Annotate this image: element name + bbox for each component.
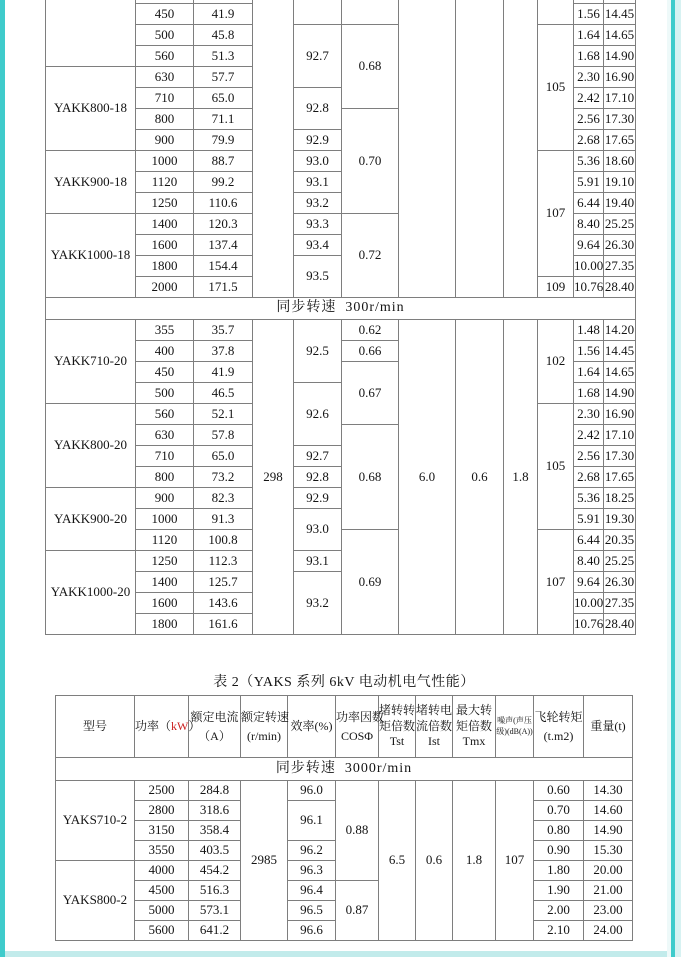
col-header-power: 功率（kW） [135,696,189,758]
cell: 0.6 [456,320,504,635]
cell: 17.10 [604,88,636,109]
cell: 1800 [136,256,194,277]
cell [294,0,342,25]
cell: 0.70 [342,109,399,214]
cell: 630 [136,67,194,88]
col-header-power-factor: 功率因数 COSΦ [336,696,379,758]
col-header-noise: 噪声(声压 级)(dB(A)) [496,696,534,758]
model-name: YAKK800-18 [46,67,136,151]
cell: 10.00 [574,256,604,277]
cell: 2500 [135,781,189,801]
cell: 93.3 [294,214,342,235]
cell: 0.69 [342,530,399,635]
cell: 105 [538,25,574,151]
cell: 1.48 [574,320,604,341]
cell: 137.4 [194,235,253,256]
cell: 19.40 [604,193,636,214]
cell: 17.30 [604,109,636,130]
cell: 71.1 [194,109,253,130]
cell: 93.0 [294,151,342,172]
cell: 2.10 [534,921,584,941]
cell: 5.36 [574,488,604,509]
cell: 14.65 [604,25,636,46]
cell: 900 [136,130,194,151]
cell: 2000 [136,277,194,298]
cell: 450 [136,4,194,25]
cell: 35.7 [194,320,253,341]
cell: 14.20 [604,320,636,341]
cell: 107 [496,781,534,941]
cell: 52.1 [194,404,253,425]
col-header-tst: 堵转转 矩倍数 Tst [379,696,416,758]
cell: 0.60 [534,781,584,801]
cell: 454.2 [189,861,241,881]
col-header-speed: 额定转速 (r/min) [241,696,288,758]
cell: 9.64 [574,572,604,593]
cell: 65.0 [194,88,253,109]
cell: 2.68 [574,130,604,151]
cell: 800 [136,467,194,488]
cell: 800 [136,109,194,130]
cell: 14.90 [584,821,633,841]
cell: 6.0 [399,320,456,635]
cell: 0.80 [534,821,584,841]
cell: 19.30 [604,509,636,530]
cell: 26.30 [604,235,636,256]
cell: 2.42 [574,425,604,446]
cell: 0.62 [342,320,399,341]
cell: 500 [136,25,194,46]
cell: 2.30 [574,404,604,425]
cell: 516.3 [189,881,241,901]
cell [504,0,538,298]
cell: 26.30 [604,572,636,593]
cell: 5.91 [574,509,604,530]
cell: 57.8 [194,425,253,446]
cell: 17.30 [604,446,636,467]
cell: 4000 [135,861,189,881]
cell: 298 [253,320,294,635]
cell: 91.3 [194,509,253,530]
cell: 93.2 [294,193,342,214]
col-header-flywheel: 飞轮转矩 (t.m2) [534,696,584,758]
cell: 1000 [136,151,194,172]
cell: 6.5 [379,781,416,941]
col-header-current: 额定电流 （A） [189,696,241,758]
cell: 27.35 [604,593,636,614]
cell: 96.5 [288,901,336,921]
cell: 14.45 [604,4,636,25]
cell: 450 [136,362,194,383]
cell: 710 [136,88,194,109]
cell: 10.00 [574,593,604,614]
cell: 92.9 [294,130,342,151]
cell: 3150 [135,821,189,841]
cell: 1.80 [534,861,584,881]
cell: 1120 [136,172,194,193]
cell: 109 [538,277,574,298]
cell: 161.6 [194,614,253,635]
cell [399,0,456,298]
cell: 8.40 [574,214,604,235]
cell: 10.76 [574,277,604,298]
cell: 93.1 [294,172,342,193]
cell: 2800 [135,801,189,821]
cell: 2.56 [574,109,604,130]
cell: 37.8 [194,341,253,362]
cell: 92.6 [294,383,342,446]
cell: 0.72 [342,214,399,298]
cell: 23.00 [584,901,633,921]
cell: 400 [136,341,194,362]
cell: 2985 [241,781,288,941]
cell: 0.68 [342,25,399,109]
cell: 1.56 [574,4,604,25]
model-name: YAKK900-18 [46,151,136,214]
cell: 403.5 [189,841,241,861]
cell: 1.64 [574,362,604,383]
col-header-tmx: 最大转 矩倍数 Tmx [453,696,496,758]
cell: 14.90 [604,46,636,67]
cell: 65.0 [194,446,253,467]
cell: 560 [136,46,194,67]
cell: 900 [136,488,194,509]
cell: 99.2 [194,172,253,193]
cell: 14.60 [584,801,633,821]
cell: 5.91 [574,172,604,193]
cell: 6.44 [574,193,604,214]
cell: 16.90 [604,404,636,425]
cell: 641.2 [189,921,241,941]
cell: 46.5 [194,383,253,404]
cell: 1250 [136,551,194,572]
cell: 125.7 [194,572,253,593]
cell: 358.4 [189,821,241,841]
cell: 16.90 [604,67,636,88]
cell: 0.68 [342,425,399,530]
cell: 1600 [136,235,194,256]
cell: 573.1 [189,901,241,921]
cell: 51.3 [194,46,253,67]
model-name: YAKK1000-20 [46,551,136,635]
cell: 110.6 [194,193,253,214]
cell: 96.2 [288,841,336,861]
cell: 1600 [136,593,194,614]
cell: 107 [538,530,574,635]
cell: 17.65 [604,467,636,488]
cell: 14.90 [604,383,636,404]
cell: 18.60 [604,151,636,172]
cell [342,0,399,25]
cell: 28.40 [604,277,636,298]
page-bottom-accent-band [0,951,681,957]
cell: 57.7 [194,67,253,88]
cell: 9.64 [574,235,604,256]
cell: 28.40 [604,614,636,635]
model-name: YAKK1000-18 [46,214,136,298]
cell: 41.9 [194,4,253,25]
model-name: YAKK710-20 [46,320,136,404]
cell: 171.5 [194,277,253,298]
cell: 17.65 [604,130,636,151]
cell: 1.64 [574,25,604,46]
table2-title: 表 2（YAKS 系列 6kV 电动机电气性能） [213,675,475,690]
cell: 355 [136,320,194,341]
cell [456,0,504,298]
cell: 79.9 [194,130,253,151]
cell: 92.8 [294,88,342,130]
cell: 41.9 [194,362,253,383]
col-header-model: 型号 [56,696,135,758]
sync-speed-separator: 同步转速 3000r/min [56,758,633,781]
cell: 24.00 [584,921,633,941]
cell: 2.30 [574,67,604,88]
cell: 105 [538,404,574,530]
cell: 92.5 [294,320,342,383]
cell: 93.1 [294,551,342,572]
cell: 0.88 [336,781,379,881]
cell: 284.8 [189,781,241,801]
cell: 0.67 [342,362,399,425]
cell: 1.8 [504,320,538,635]
cell: 10.76 [574,614,604,635]
cell: 93.0 [294,509,342,551]
cell: 45.8 [194,25,253,46]
cell: 96.1 [288,801,336,841]
cell: 107 [538,151,574,277]
cell: 3550 [135,841,189,861]
cell: 21.00 [584,881,633,901]
model-name: YAKS710-2 [56,781,135,861]
cell: 0.90 [534,841,584,861]
cell: 4500 [135,881,189,901]
cell: 19.10 [604,172,636,193]
cell: 96.0 [288,781,336,801]
model-name [46,0,136,67]
cell [253,0,294,298]
cell: 14.65 [604,362,636,383]
cell: 560 [136,404,194,425]
cell: 1120 [136,530,194,551]
model-name: YAKK900-20 [46,488,136,551]
cell: 20.35 [604,530,636,551]
cell: 92.9 [294,488,342,509]
cell: 0.6 [416,781,453,941]
cell: 100.8 [194,530,253,551]
cell: 630 [136,425,194,446]
cell: 2.68 [574,467,604,488]
cell: 102 [538,320,574,404]
cell: 96.4 [288,881,336,901]
cell [538,0,574,25]
cell: 0.70 [534,801,584,821]
page-right-light-strip [675,0,681,957]
cell: 1.68 [574,383,604,404]
model-name: YAKK800-20 [46,404,136,488]
cell: 2.42 [574,88,604,109]
cell: 5000 [135,901,189,921]
model-name: YAKS800-2 [56,861,135,941]
cell: 88.7 [194,151,253,172]
yakk-series-table-continued [45,0,636,635]
cell: 17.10 [604,425,636,446]
cell: 93.5 [294,256,342,298]
cell: 2.00 [534,901,584,921]
cell: 1250 [136,193,194,214]
cell: 96.6 [288,921,336,941]
cell: 143.6 [194,593,253,614]
cell: 0.66 [342,341,399,362]
cell: 14.45 [604,341,636,362]
cell: 93.2 [294,572,342,635]
col-header-weight: 重量(t) [584,696,633,758]
cell: 93.4 [294,235,342,256]
cell: 25.25 [604,214,636,235]
cell: 1.8 [453,781,496,941]
cell: 318.6 [189,801,241,821]
cell: 92.7 [294,446,342,467]
cell: 0.87 [336,881,379,941]
cell: 6.44 [574,530,604,551]
cell: 92.7 [294,25,342,88]
cell: 5600 [135,921,189,941]
cell: 8.40 [574,551,604,572]
cell: 20.00 [584,861,633,881]
cell: 1400 [136,572,194,593]
cell: 1.56 [574,341,604,362]
cell: 154.4 [194,256,253,277]
cell: 14.30 [584,781,633,801]
cell: 25.25 [604,551,636,572]
col-header-efficiency: 效率(%) [288,696,336,758]
page-left-accent-strip [0,0,5,957]
cell: 5.36 [574,151,604,172]
cell: 710 [136,446,194,467]
cell: 96.3 [288,861,336,881]
cell: 1.90 [534,881,584,901]
cell: 1400 [136,214,194,235]
cell: 120.3 [194,214,253,235]
cell: 2.56 [574,446,604,467]
cell: 112.3 [194,551,253,572]
cell: 92.8 [294,467,342,488]
cell: 1000 [136,509,194,530]
cell: 15.30 [584,841,633,861]
cell: 27.35 [604,256,636,277]
cell: 18.25 [604,488,636,509]
yaks-6kv-series-table [55,695,633,941]
cell: 1800 [136,614,194,635]
cell: 82.3 [194,488,253,509]
sync-speed-separator: 同步转速 300r/min [46,298,636,320]
cell: 500 [136,383,194,404]
col-header-ist: 堵转电 流倍数 Ist [416,696,453,758]
cell: 1.68 [574,46,604,67]
cell: 73.2 [194,467,253,488]
